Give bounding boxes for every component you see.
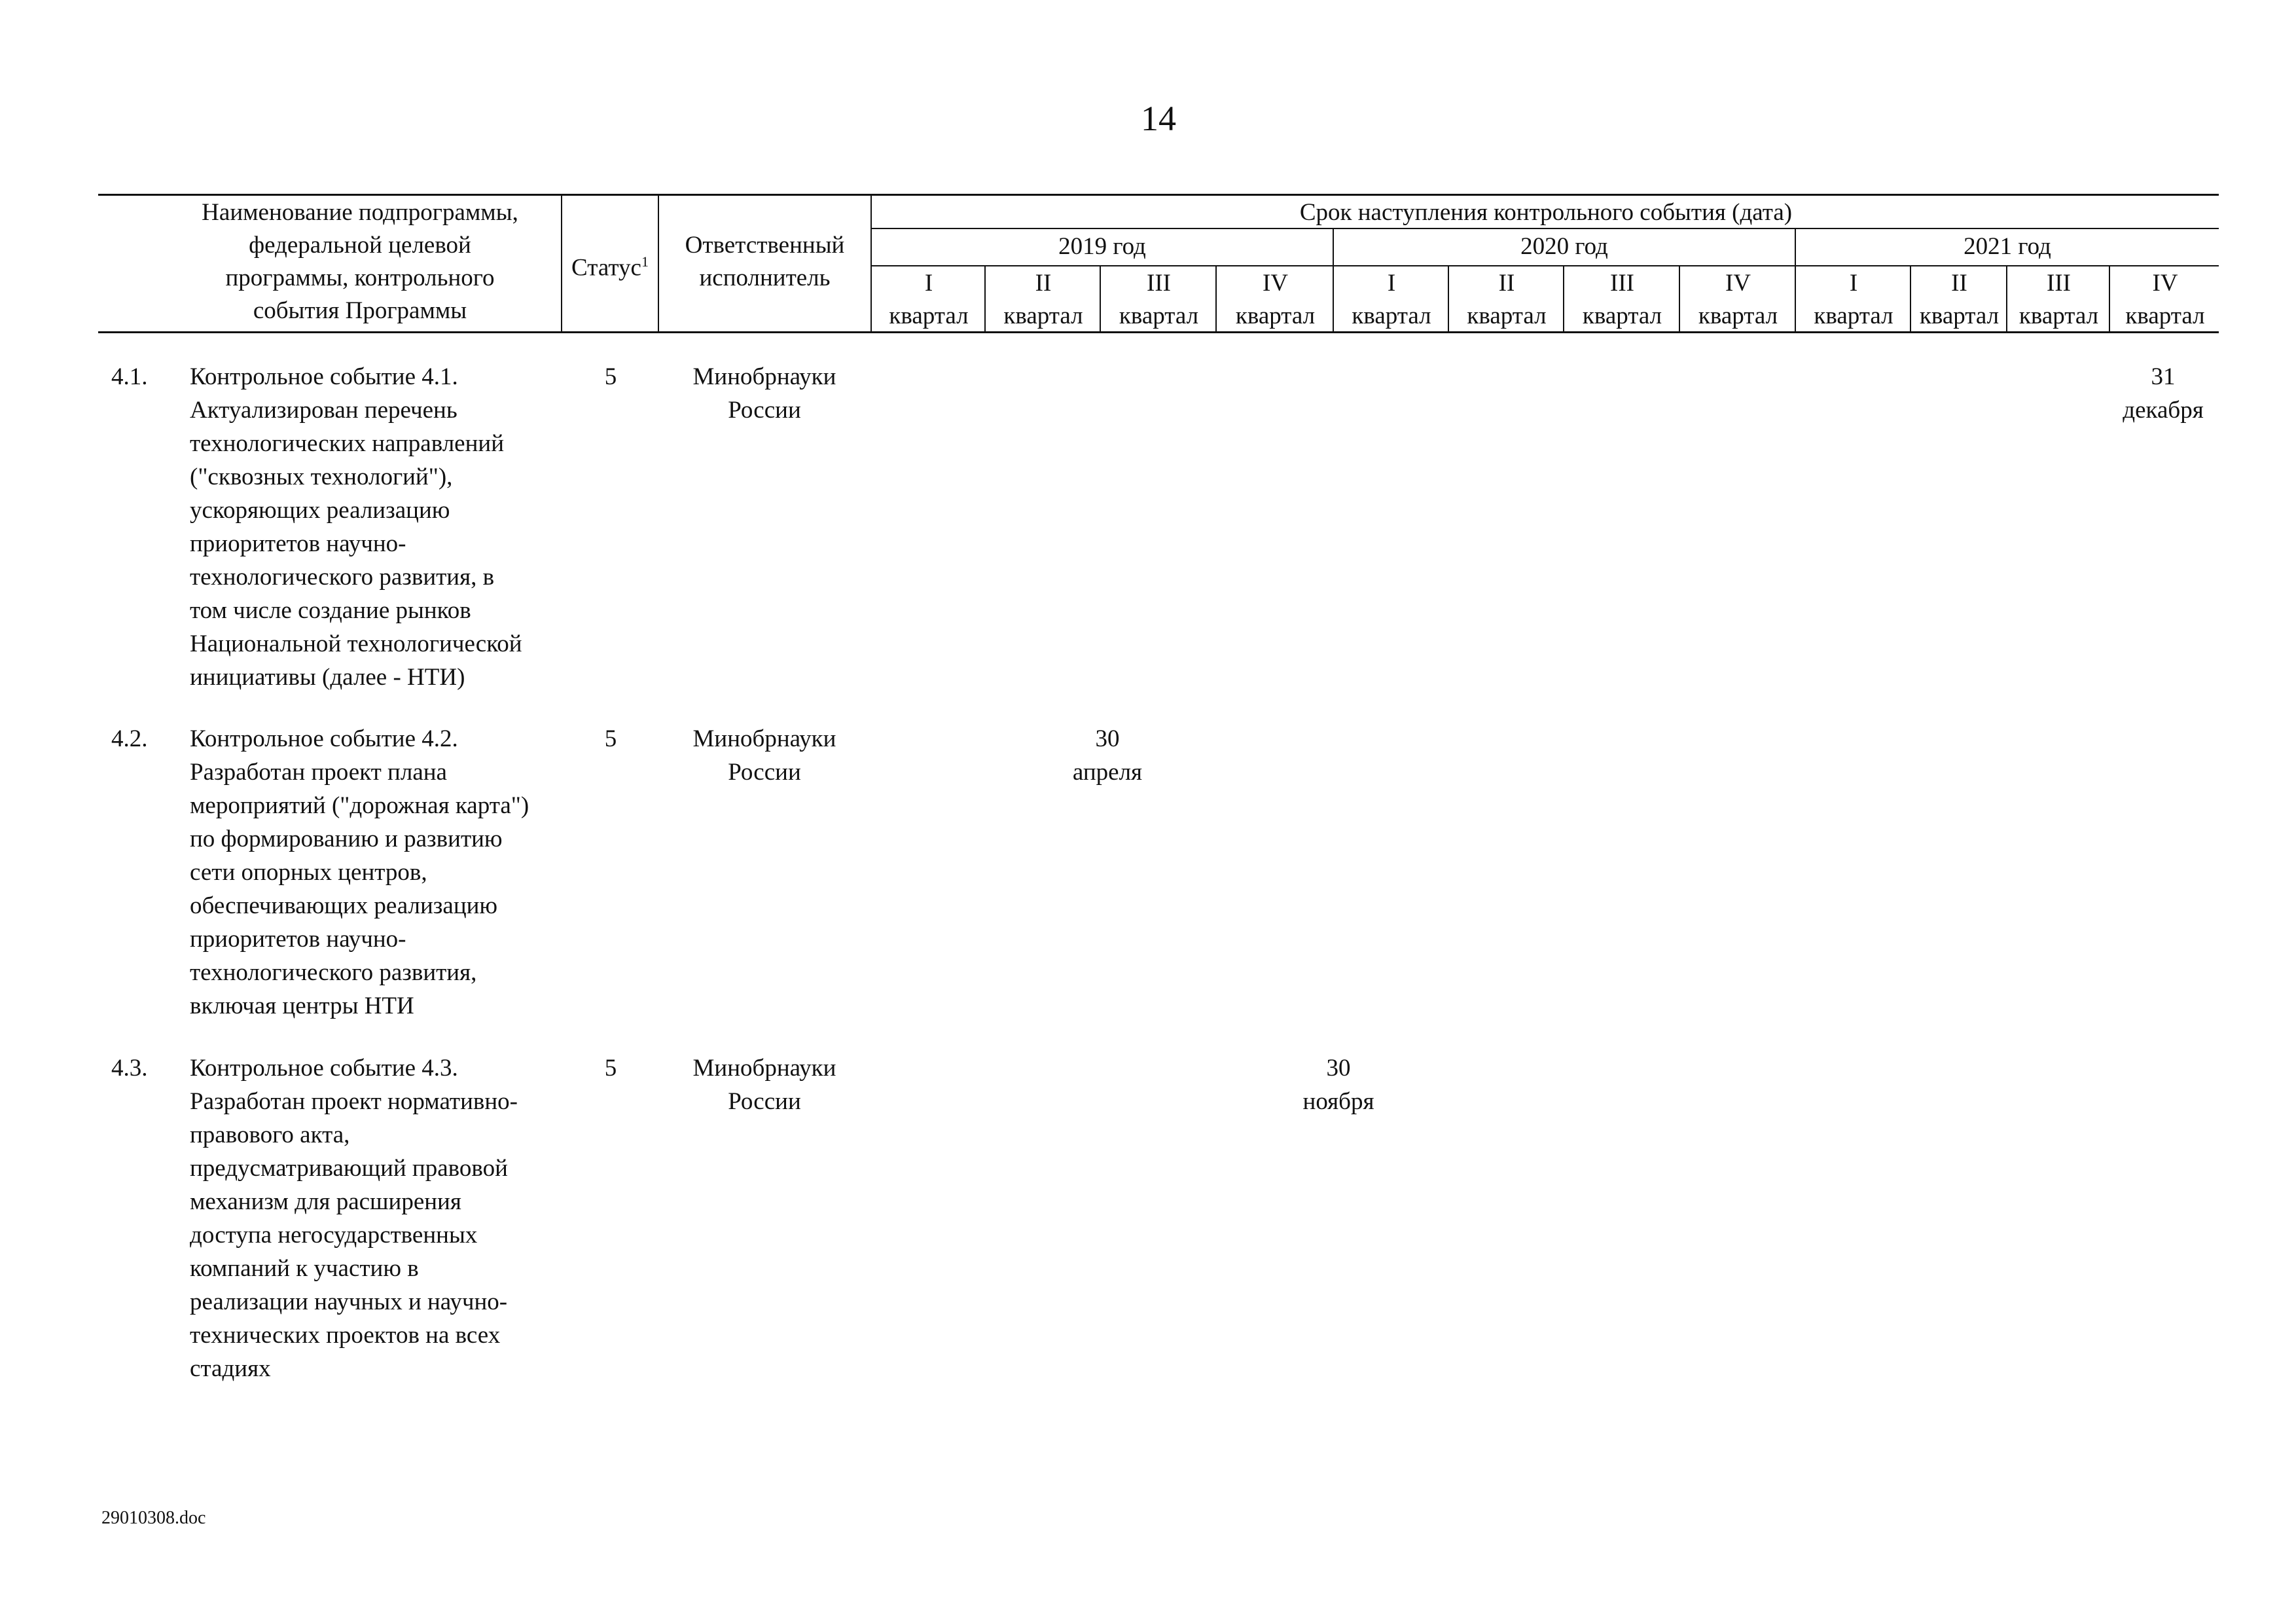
row-status: 5 [604,1055,617,1082]
quarter-word: квартал [1235,302,1316,329]
quarter-numeral: III [1147,270,1171,297]
header-quarter [872,267,986,333]
quarter-word: квартал [1814,302,1893,329]
quarter-word: квартал [1352,302,1431,329]
quarter-word: квартал [1119,302,1199,329]
page-number: 14 [1141,99,1176,138]
row-deadline-date: 30 апреля [1072,725,1143,786]
quarter-numeral: I [1387,270,1396,297]
row-number: 4.1. [111,363,148,390]
header-executor-column: Ответственный исполнитель [685,232,845,291]
row-executor: Минобрнауки России [692,1055,836,1115]
row-executor: Минобрнауки России [692,363,836,424]
quarter-word: квартал [1467,302,1547,329]
control-event-name: Контрольное событие 4.3. Разработан проект нормативно- правового акта, предусматривающий правовой механизм для расширения доступа негосударственных компаний к участию в реализации научных и научно- технических проектов на всех стадиях [190,1055,518,1382]
header-quarter [1101,267,1217,333]
row-executor: Минобрнауки России [692,725,836,786]
header-quarter [1911,267,2007,333]
quarter-numeral: II [1035,270,1052,297]
quarter-numeral: III [1610,270,1634,297]
header-year-2021: 2021 год [1964,233,2051,260]
header-quarter [1334,267,1449,333]
header-status-column [562,246,658,284]
quarter-numeral: IV [1262,270,1289,297]
quarter-word: квартал [889,302,969,329]
header-year-rule [870,265,2219,266]
row-number: 4.3. [111,1055,148,1082]
control-event-name: Контрольное событие 4.2. Разработан проект плана мероприятий ("дорожная карта") по формированию и развитию сети опорных центров, обеспечивающих реализацию приоритетов научно- технологического развития, включая центры НТИ [190,725,529,1019]
quarter-numeral: IV [1725,270,1751,297]
row-status: 5 [604,725,617,752]
quarter-numeral: IV [2152,270,2178,297]
header-quarter [1449,267,1564,333]
document-filename: 29010308.doc [101,1508,206,1528]
header-quarter [2110,267,2220,333]
header-deadline-column: Срок наступления контрольного события (дата) [1299,199,1793,226]
header-quarter [1796,267,1911,333]
quarter-numeral: II [1951,270,1967,297]
quarter-numeral: I [924,270,933,297]
header-year-2020: 2020 год [1520,233,1608,260]
row-status: 5 [604,363,617,390]
quarter-word: квартал [2125,302,2205,329]
control-event-name: Контрольное событие 4.1. Актуализирован перечень технологических направлений ("сквозных технологий"), ускоряющих реализацию приоритетов научно- технологического развития, в том числе создание рынков Национальной технологической инициативы (далее - НТИ) [190,363,522,691]
header-top-rule [98,194,2219,196]
quarter-word: квартал [1919,302,2000,329]
header-status-footnote: 1 [641,253,649,270]
header-name-column: Наименование подпрограммы, федеральной целевой программы, контрольного события Программы [202,199,518,324]
row-deadline-date: 31 декабря [2123,363,2204,424]
header-quarter [1680,267,1796,333]
header-quarter [1217,267,1334,333]
header-quarter [986,267,1101,333]
quarter-numeral: II [1498,270,1515,297]
quarter-word: квартал [1582,302,1662,329]
header-year-2019: 2019 год [1058,233,1146,260]
quarter-word: квартал [1003,302,1083,329]
row-number: 4.2. [111,725,148,752]
header-quarter [1564,267,1680,333]
quarter-word: квартал [2018,302,2099,329]
header-status-label: Статус [571,254,641,282]
row-deadline-date: 30 ноября [1302,1055,1374,1115]
quarter-numeral: III [2047,270,2071,297]
quarter-word: квартал [1698,302,1778,329]
quarter-numeral: I [1849,270,1858,297]
header-quarter [2007,267,2110,333]
